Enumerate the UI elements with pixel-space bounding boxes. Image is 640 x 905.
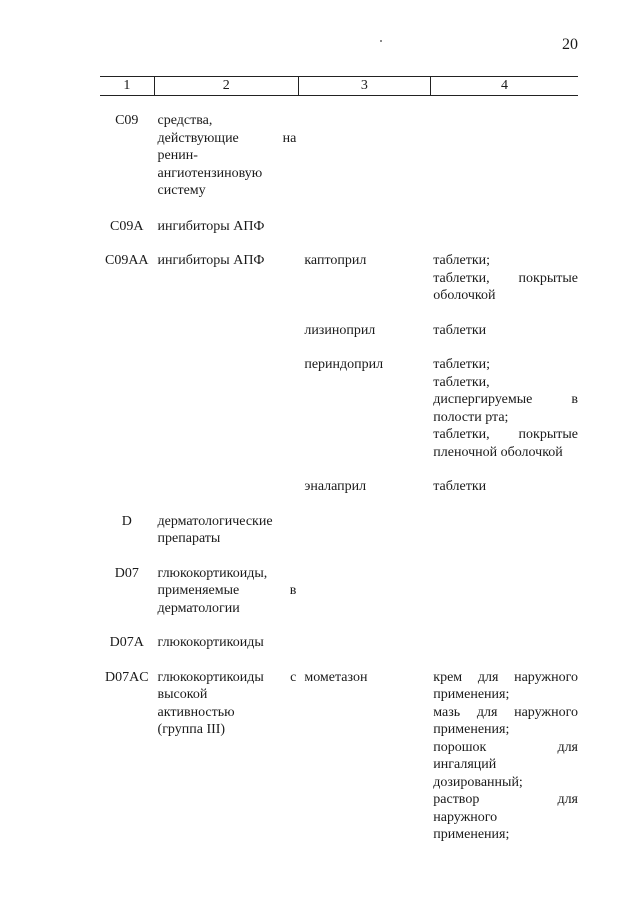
group-name-line: (группа III) [157, 722, 226, 737]
dosage-form-line: порошок для [433, 739, 578, 755]
drug-name: периндоприл [304, 357, 384, 372]
table-row [100, 322, 578, 340]
dosage-form-line: оболочкой [433, 288, 496, 303]
atc-code: D07AC [104, 669, 149, 685]
group-name-cell [154, 112, 297, 200]
dosage-form-cell [427, 634, 578, 652]
group-name-line: глюкокортикоиды, [157, 565, 268, 581]
table-row [100, 478, 578, 496]
table-row [100, 565, 578, 618]
drug-name: эналаприл [304, 479, 367, 494]
drug-name-cell [296, 322, 427, 340]
dosage-form-line: мазь для наружного [433, 704, 578, 720]
dosage-form-line: применения; [433, 687, 510, 702]
table-row [100, 252, 578, 305]
atc-code: C09 [115, 113, 139, 128]
dosage-form-cell [427, 112, 578, 200]
dosage-form-line: таблетки [433, 322, 487, 338]
group-name-line: применяемые в [157, 583, 297, 598]
atc-code: D07 [114, 565, 139, 581]
atc-code-cell [100, 252, 154, 305]
drug-name-cell [296, 112, 427, 200]
table-header [100, 76, 578, 96]
drug-name-cell [296, 565, 427, 618]
drug-name-cell [296, 218, 427, 236]
group-name-line: дерматологии [157, 600, 240, 616]
dosage-form-cell [427, 478, 578, 496]
dosage-form-line: полости рта; [433, 409, 509, 425]
group-name-line: действующие на [157, 130, 297, 146]
dosage-form-line: наружного [433, 809, 498, 825]
group-name-line: средства, [157, 113, 213, 128]
dosage-form-line: раствор для [433, 792, 578, 807]
dosage-form-cell [427, 218, 578, 236]
table-row [100, 356, 578, 461]
dosage-form-cell [427, 513, 578, 548]
dosage-form-line: таблетки, покрытые [433, 427, 578, 442]
atc-code: C09A [110, 218, 144, 234]
group-name-cell [154, 322, 297, 340]
atc-code-cell [100, 112, 154, 200]
dosage-form-line: ингаляций [433, 757, 497, 772]
group-name-line: активностью [157, 704, 235, 720]
group-name-line: ренин- [157, 148, 198, 163]
table-row [100, 112, 578, 200]
table-row [100, 218, 578, 236]
group-name-cell [154, 669, 297, 844]
header-col-3: 3 [299, 77, 431, 95]
drug-name-cell [296, 252, 427, 305]
group-name-cell [154, 634, 297, 652]
group-name-line: ангиотензиновую [157, 165, 263, 181]
group-name-cell [154, 218, 297, 236]
atc-code-cell [100, 218, 154, 236]
group-name-line: глюкокортикоиды с [157, 669, 297, 685]
drug-name: каптоприл [304, 253, 367, 268]
atc-code-cell [100, 565, 154, 618]
group-name-cell [154, 252, 297, 305]
group-name-line: препараты [157, 531, 221, 546]
group-name-cell [154, 565, 297, 618]
dosage-form-line: таблетки, [433, 374, 490, 390]
dosage-form-cell [427, 322, 578, 340]
group-name-line: дерматологические [157, 513, 273, 529]
group-name-line: ингибиторы АПФ [157, 218, 265, 234]
dosage-form-line: таблетки, покрытые [433, 270, 578, 286]
atc-code-cell [100, 669, 154, 844]
dosage-form-cell [427, 356, 578, 461]
atc-code: C09AA [104, 253, 149, 268]
dosage-form-cell [427, 565, 578, 618]
drug-name-cell [296, 634, 427, 652]
dosage-form-line: крем для наружного [433, 669, 578, 685]
drug-name: лизиноприл [304, 322, 376, 338]
atc-code-cell [100, 356, 154, 461]
table-row [100, 513, 578, 548]
drug-name-cell [296, 669, 427, 844]
speck [380, 40, 382, 42]
drug-name: мометазон [304, 669, 368, 685]
group-name-line: высокой [157, 687, 208, 702]
table-body [100, 112, 578, 844]
group-name-line: ингибиторы АПФ [157, 253, 265, 268]
dosage-form-line: пленочной оболочкой [433, 444, 563, 460]
group-name-line: глюкокортикоиды [157, 635, 264, 650]
dosage-form-line: таблетки; [433, 253, 491, 268]
drug-name-cell [296, 478, 427, 496]
atc-code-cell [100, 322, 154, 340]
table-row [100, 634, 578, 652]
header-col-2: 2 [155, 77, 299, 95]
dosage-form-line: дозированный; [433, 774, 523, 790]
atc-code-cell [100, 634, 154, 652]
dosage-form-line: применения; [433, 722, 510, 737]
atc-code: D [121, 513, 132, 529]
atc-code: D07A [109, 635, 144, 650]
dosage-form-line: применения; [433, 827, 510, 842]
group-name-cell [154, 513, 297, 548]
atc-code-cell [100, 478, 154, 496]
header-col-4: 4 [500, 78, 508, 93]
dosage-form-cell [427, 669, 578, 844]
group-name-line: систему [157, 183, 206, 198]
dosage-form-line: таблетки [433, 479, 487, 494]
group-name-cell [154, 478, 297, 496]
group-name-cell [154, 356, 297, 461]
dosage-form-line: таблетки; [433, 357, 491, 372]
drug-name-cell [296, 356, 427, 461]
atc-code-cell [100, 513, 154, 548]
table-row [100, 669, 578, 844]
dosage-form-line: диспергируемые в [433, 392, 578, 407]
header-col-1: 1 [100, 77, 155, 95]
drug-name-cell [296, 513, 427, 548]
page-number: 20 [562, 36, 578, 53]
dosage-form-cell [427, 252, 578, 305]
